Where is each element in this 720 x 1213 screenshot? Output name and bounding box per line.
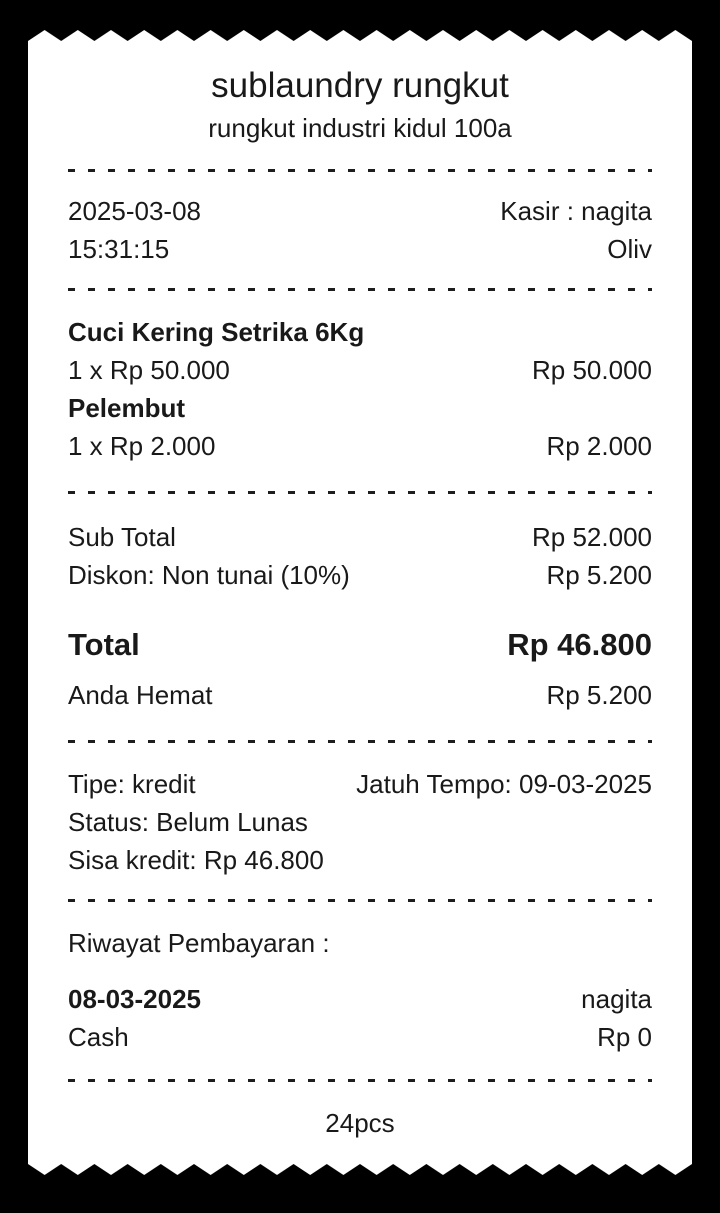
history-title-row [68,924,652,962]
credit-remaining-row [68,841,652,879]
item-name: Cuci Kering Setrika 6Kg [68,317,365,347]
total-row [68,622,652,668]
store-address: rungkut industri kidul 100a [208,113,512,143]
history-entry-cashier: nagita [581,984,652,1014]
history-entry-row-1 [68,980,652,1018]
receipt-paper [28,41,692,1164]
savings-row [68,676,652,714]
torn-edge-bottom-icon [28,1164,692,1175]
history-title: Riwayat Pembayaran : [68,928,330,958]
customer-name: Oliv [607,234,652,264]
receipt [28,30,692,1175]
torn-edge-top-icon [28,30,692,41]
dashed-separator [68,169,652,172]
savings-label: Anda Hemat [68,680,213,710]
subtotal-row [68,518,652,556]
item-name: Pelembut [68,393,186,423]
subtotal-value: Rp 52.000 [532,522,652,552]
item-detail-row [68,351,652,389]
dashed-separator [68,899,652,902]
dashed-separator [68,740,652,743]
credit-status-row [68,803,652,841]
credit-type-row [68,765,652,803]
credit-status: Status: Belum Lunas [68,807,308,837]
dashed-separator [68,491,652,494]
item-amount: Rp 2.000 [546,431,652,461]
pieces-count: 24pcs [325,1108,395,1138]
items-list [68,313,652,465]
dashed-separator [68,1079,652,1082]
receipt-date: 2025-03-08 [68,196,201,226]
history-entry-date: 08-03-2025 [68,984,201,1014]
item-amount: Rp 50.000 [532,355,652,385]
savings-value: Rp 5.200 [546,680,652,710]
info-row-1 [68,192,652,230]
discount-row [68,556,652,594]
credit-due-date: Jatuh Tempo: 09-03-2025 [356,769,652,799]
dashed-separator [68,288,652,291]
history-entry-amount: Rp 0 [597,1022,652,1052]
history-entry-method: Cash [68,1022,129,1052]
item-qty-price: 1 x Rp 2.000 [68,431,216,461]
cashier-line: Kasir : nagita [500,196,652,226]
receipt-time: 15:31:15 [68,234,170,264]
credit-remaining: Sisa kredit: Rp 46.800 [68,845,324,875]
item-detail-row [68,427,652,465]
info-row-2 [68,230,652,268]
store-name: sublaundry rungkut [211,66,509,105]
subtotal-label: Sub Total [68,522,176,552]
total-label: Total [68,627,140,662]
credit-type: Tipe: kredit [68,769,196,799]
discount-label: Diskon: Non tunai (10%) [68,560,350,590]
total-value: Rp 46.800 [507,627,652,662]
item-qty-price: 1 x Rp 50.000 [68,355,230,385]
discount-value: Rp 5.200 [546,560,652,590]
history-entry-row-2 [68,1018,652,1056]
